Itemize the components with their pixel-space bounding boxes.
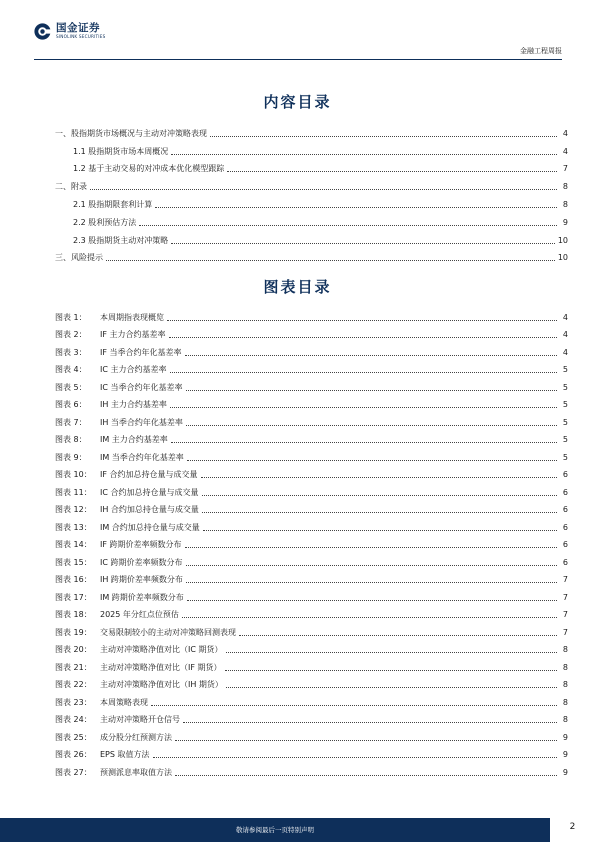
toc-entry[interactable] <box>55 174 568 192</box>
figure-entry-page: 8 <box>562 645 568 654</box>
figure-entry-label: 图表 3： <box>55 347 87 357</box>
figure-entry-text: IM 当季合约年化基差率 <box>100 452 184 462</box>
figure-entry-label: 图表 12： <box>55 505 92 514</box>
report-type-label: 金融工程周报 <box>520 47 562 55</box>
figure-entry-text: IC 主力合约基差率 <box>100 365 167 374</box>
toc-entry-page: 9 <box>562 217 568 227</box>
toc-entry[interactable] <box>55 192 568 210</box>
figure-entry-page: 7 <box>562 627 568 637</box>
figure-entry-text: 2025 年分红点位预估 <box>100 610 179 619</box>
toc-entry[interactable] <box>55 121 568 139</box>
figure-entry[interactable] <box>55 760 568 778</box>
dot-leader <box>151 705 557 706</box>
figure-entry-page: 5 <box>562 365 568 374</box>
toc-entry[interactable] <box>55 210 568 228</box>
figure-entry-page: 9 <box>562 767 568 777</box>
dot-leader <box>139 225 557 226</box>
figure-entry[interactable] <box>55 375 568 393</box>
figure-entry-page: 8 <box>562 697 568 707</box>
figure-entry-page: 6 <box>562 505 568 514</box>
figure-entry[interactable] <box>55 673 568 691</box>
figure-list <box>55 305 568 778</box>
dot-leader <box>202 495 558 496</box>
figure-entry-text: IH 当季合约年化基差率 <box>100 417 183 427</box>
figure-entry[interactable] <box>55 620 568 638</box>
dot-leader <box>155 207 557 208</box>
figure-entry-page: 4 <box>562 330 568 339</box>
figure-entry[interactable] <box>55 655 568 673</box>
figure-entry-label: 图表 1： <box>55 312 87 322</box>
figure-entry-label: 图表 4： <box>55 365 87 374</box>
page-footer <box>0 818 595 842</box>
dot-leader <box>203 530 557 531</box>
dot-leader <box>226 687 557 688</box>
toc-entry-text: 1.2 基于主动交易的对冲成本优化模型跟踪 <box>73 164 225 174</box>
dot-leader <box>185 547 557 548</box>
dot-leader <box>169 337 557 338</box>
figure-entry[interactable] <box>55 323 568 341</box>
figure-entry-text: 交易限制较小的主动对冲策略回测表现 <box>100 627 236 637</box>
figure-entry[interactable] <box>55 585 568 603</box>
dot-leader <box>175 740 557 741</box>
dot-leader <box>239 635 557 636</box>
toc-entry[interactable] <box>55 139 568 157</box>
figure-entry-page: 7 <box>562 592 568 602</box>
figure-entry[interactable] <box>55 445 568 463</box>
figure-entry[interactable] <box>55 480 568 498</box>
figure-entry-page: 6 <box>562 557 568 567</box>
figure-entry-label: 图表 27： <box>55 767 92 777</box>
figure-entry-label: 图表 25： <box>55 732 92 742</box>
figure-entry-page: 5 <box>562 452 568 462</box>
figure-entry-label: 图表 19： <box>55 627 92 637</box>
figure-entry-text: IM 主力合约基差率 <box>100 435 168 444</box>
header-divider <box>34 59 562 60</box>
figure-entry-text: IM 跨期价差率频数分布 <box>100 592 184 602</box>
logo-name-en: SINOLINK SECURITIES <box>56 34 106 39</box>
page-header <box>0 0 595 68</box>
figure-entry[interactable] <box>55 725 568 743</box>
figure-entry-page: 6 <box>562 522 568 532</box>
figure-entry-label: 图表 7： <box>55 417 87 427</box>
figure-entry-text: IH 跨期价差率频数分布 <box>100 575 183 584</box>
figure-entry-label: 图表 15： <box>55 557 92 567</box>
figure-entry-label: 图表 26： <box>55 750 92 759</box>
figure-entry-page: 4 <box>562 312 568 322</box>
dot-leader <box>186 425 557 426</box>
figure-entry-page: 9 <box>562 750 568 759</box>
dot-leader <box>186 565 558 566</box>
figure-entry-label: 图表 22： <box>55 680 92 689</box>
dot-leader <box>226 652 558 653</box>
dot-leader <box>153 757 558 758</box>
dot-leader <box>182 617 557 618</box>
figure-entry-text: 主动对冲策略净值对比（IH 期货） <box>100 680 223 689</box>
figure-entry-text: IF 当季合约年化基差率 <box>100 347 182 357</box>
dot-leader <box>171 442 557 443</box>
figure-entry[interactable] <box>55 690 568 708</box>
toc-title: 内容目录 <box>263 93 332 111</box>
toc-entry-text: 1.1 股指期货市场本周概况 <box>73 146 169 156</box>
dot-leader <box>186 390 558 391</box>
figure-entry-text: 主动对冲策略开仓信号 <box>100 715 180 724</box>
toc-entry-page: 10 <box>557 253 568 263</box>
figure-entry[interactable] <box>55 603 568 621</box>
figure-list-title: 图表目录 <box>263 278 332 296</box>
toc-entry[interactable] <box>55 246 568 264</box>
figure-entry-label: 图表 10： <box>55 470 92 479</box>
dot-leader <box>187 600 557 601</box>
figure-entry-text: 本周策略表现 <box>100 697 148 707</box>
page-number: 2 <box>569 822 576 832</box>
toc-entry-page: 7 <box>562 164 568 174</box>
figure-entry[interactable] <box>55 498 568 516</box>
figure-entry[interactable] <box>55 568 568 586</box>
dot-leader <box>183 722 557 723</box>
toc-list <box>55 121 568 263</box>
dot-leader <box>201 477 557 478</box>
figure-entry-page: 8 <box>562 662 568 672</box>
figure-entry[interactable] <box>55 305 568 323</box>
figure-entry-label: 图表 6： <box>55 400 87 409</box>
dot-leader <box>186 582 557 583</box>
figure-entry-label: 图表 18： <box>55 610 92 619</box>
dot-leader <box>185 355 557 356</box>
figure-entry-text: 本周期指表现概览 <box>100 312 164 322</box>
dot-leader <box>167 320 557 321</box>
toc-entry-page: 8 <box>562 199 568 209</box>
figure-entry-page: 6 <box>562 540 568 549</box>
figure-entry-text: IC 合约加总持仓量与成交量 <box>100 487 199 497</box>
toc-entry[interactable] <box>55 228 568 246</box>
figure-entry-page: 8 <box>562 715 568 724</box>
dot-leader <box>227 171 557 172</box>
dot-leader <box>170 372 558 373</box>
figure-entry-label: 图表 24： <box>55 715 92 724</box>
dot-leader <box>187 460 557 461</box>
figure-entry-label: 图表 17： <box>55 592 92 602</box>
figure-entry-page: 4 <box>562 347 568 357</box>
toc-entry-page: 4 <box>562 146 568 156</box>
figure-entry-text: 成分股分红预测方法 <box>100 732 172 742</box>
figure-entry-text: IH 合约加总持仓量与成交量 <box>100 505 199 514</box>
figure-entry[interactable] <box>55 533 568 551</box>
figure-entry-label: 图表 23： <box>55 697 92 707</box>
figure-entry[interactable] <box>55 743 568 761</box>
dot-leader <box>106 260 555 261</box>
figure-entry-label: 图表 13： <box>55 522 92 532</box>
figure-entry-text: 主动对冲策略净值对比（IC 期货） <box>100 645 223 654</box>
figure-entry-page: 7 <box>562 610 568 619</box>
figure-entry[interactable] <box>55 428 568 446</box>
toc-entry-page: 4 <box>562 128 568 138</box>
figure-entry[interactable] <box>55 638 568 656</box>
figure-entry-text: IC 跨期价差率频数分布 <box>100 557 183 567</box>
figure-entry-label: 图表 21： <box>55 662 92 672</box>
figure-entry-label: 图表 5： <box>55 382 87 392</box>
dot-leader <box>175 775 557 776</box>
toc-entry[interactable] <box>55 157 568 175</box>
figure-entry-label: 图表 11： <box>55 487 92 497</box>
figure-entry-label: 图表 20： <box>55 645 92 654</box>
toc-entry-text: 三、风险提示 <box>55 253 103 263</box>
logo-mark-icon <box>34 23 51 40</box>
company-logo <box>34 22 105 40</box>
figure-entry[interactable] <box>55 340 568 358</box>
toc-entry-page: 8 <box>562 182 568 192</box>
dot-leader <box>90 189 557 190</box>
figure-entry[interactable] <box>55 550 568 568</box>
dot-leader <box>171 154 557 155</box>
figure-entry-label: 图表 16： <box>55 575 92 584</box>
dot-leader <box>225 670 557 671</box>
figure-entry-text: IF 合约加总持仓量与成交量 <box>100 470 198 479</box>
figure-entry-page: 5 <box>562 435 568 444</box>
figure-entry-label: 图表 2： <box>55 330 87 339</box>
figure-entry-page: 8 <box>562 680 568 689</box>
figure-entry-page: 7 <box>562 575 568 584</box>
figure-entry-text: IC 当季合约年化基差率 <box>100 382 183 392</box>
figure-entry[interactable] <box>55 410 568 428</box>
figure-entry-text: IH 主力合约基差率 <box>100 400 167 409</box>
disclaimer-note: 敬请参阅最后一页特别声明 <box>236 826 314 834</box>
figure-entry-page: 6 <box>562 487 568 497</box>
figure-entry[interactable] <box>55 393 568 411</box>
figure-entry[interactable] <box>55 708 568 726</box>
figure-entry-text: IM 合约加总持仓量与成交量 <box>100 522 200 532</box>
dot-leader <box>202 512 557 513</box>
figure-entry-page: 9 <box>562 732 568 742</box>
figure-entry[interactable] <box>55 358 568 376</box>
dot-leader <box>171 243 555 244</box>
logo-name-cn: 国金证券 <box>56 22 100 34</box>
figure-entry[interactable] <box>55 515 568 533</box>
toc-entry-text: 2.3 股指期货主动对冲策略 <box>73 235 169 245</box>
figure-entry[interactable] <box>55 463 568 481</box>
toc-entry-page: 10 <box>557 235 568 245</box>
figure-entry-label: 图表 9： <box>55 452 87 462</box>
figure-entry-text: EPS 取值方法 <box>100 750 150 759</box>
figure-entry-page: 5 <box>562 382 568 392</box>
figure-entry-text: 预测派息率取值方法 <box>100 767 172 777</box>
toc-entry-text: 二、附录 <box>55 182 87 192</box>
dot-leader <box>210 136 557 137</box>
toc-entry-text: 2.1 股指期限套利计算 <box>73 199 153 209</box>
figure-entry-label: 图表 14： <box>55 540 92 549</box>
dot-leader <box>170 407 557 408</box>
figure-entry-page: 6 <box>562 470 568 479</box>
figure-entry-text: 主动对冲策略净值对比（IF 期货） <box>100 662 222 672</box>
figure-entry-page: 5 <box>562 417 568 427</box>
figure-entry-text: IF 跨期价差率频数分布 <box>100 540 182 549</box>
figure-entry-text: IF 主力合约基差率 <box>100 330 166 339</box>
toc-entry-text: 一、股指期货市场概况与主动对冲策略表现 <box>55 128 207 138</box>
toc-entry-text: 2.2 股利预估方法 <box>73 217 137 227</box>
figure-entry-page: 5 <box>562 400 568 409</box>
figure-entry-label: 图表 8： <box>55 435 87 444</box>
